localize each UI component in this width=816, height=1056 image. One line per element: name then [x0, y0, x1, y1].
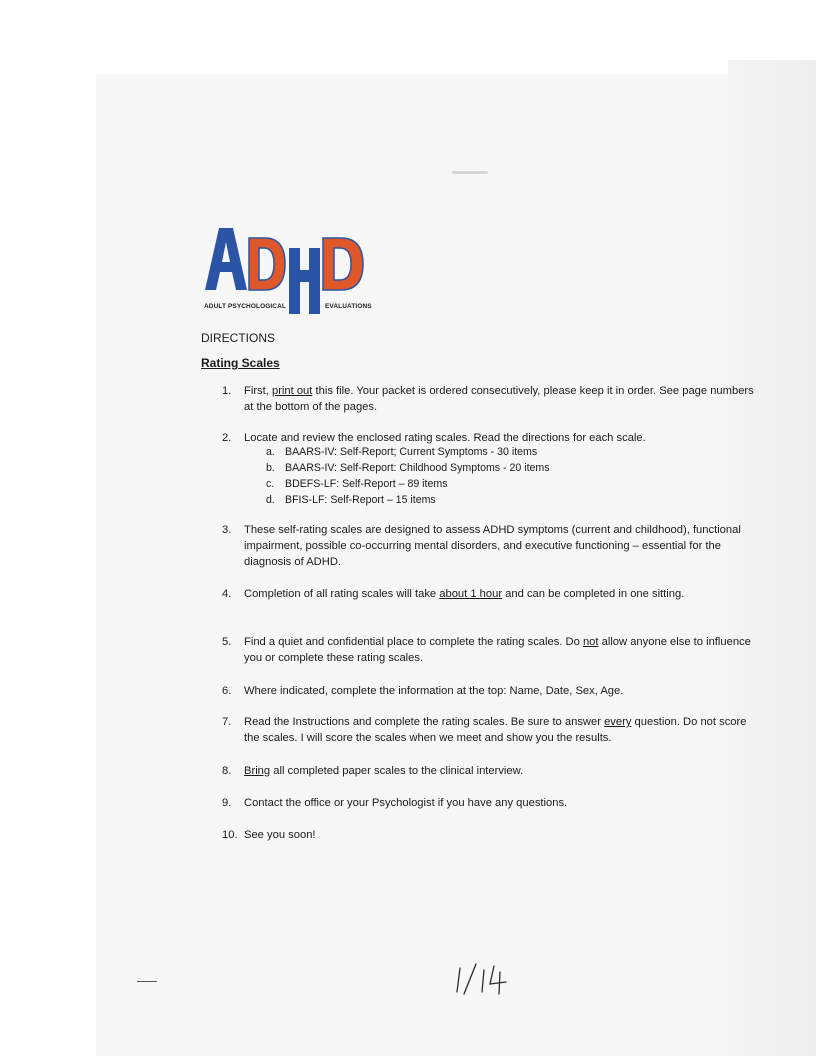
item-number: 10.	[222, 829, 238, 841]
list-item-5: 5. Find a quiet and confidential place to complete the rating scales. Do not allow anyone else to influence you or complete these rating scales.	[222, 636, 751, 664]
directions-heading: DIRECTIONS	[201, 331, 276, 345]
list-item-4: 4. Completion of all rating scales will take about 1 hour and can be completed in one sitting.	[222, 588, 685, 600]
list-item-3: 3. These self-rating scales are designed to assess ADHD symptoms (current and childhood), functional impairment, possible co-occurring mental disorders, and executive functioning – essential for the diagnosis of ADHD.	[222, 524, 741, 568]
rating-scales-heading: Rating Scales	[201, 356, 280, 370]
about-1-hour-emphasis: about 1 hour	[439, 588, 503, 600]
list-item-8: 8. Bring all completed paper scales to the clinical interview.	[222, 765, 524, 777]
sub-item-a: a. BAARS-IV: Self-Report; Current Symptoms - 30 items	[266, 446, 538, 458]
list-item-9: 9. Contact the office or your Psychologist if you have any questions.	[222, 797, 568, 809]
sub-item-b: b. BAARS-IV: Self-Report: Childhood Symptoms - 20 items	[266, 462, 550, 474]
margin-dash	[137, 981, 157, 982]
item-number: 5.	[222, 636, 232, 648]
logo-letter-a	[205, 228, 247, 290]
logo-letter-d	[249, 238, 285, 290]
list-item-7: 7. Read the Instructions and complete the rating scales. Be sure to answer every question. Do not score the scales. I will score the scales when we meet and show you the results.	[222, 716, 747, 744]
adhd-logo	[203, 224, 383, 314]
item-number: 2.	[222, 432, 232, 444]
item-number: 4.	[222, 588, 232, 600]
bring-emphasis: Bring	[244, 765, 271, 777]
item-number: 3.	[222, 524, 232, 536]
svg-text:1/14: 1/14	[454, 958, 456, 959]
scan-smudge	[452, 171, 488, 174]
logo-caption-left: ADULT PSYCHOLOGICAL	[204, 303, 286, 310]
item-number: 1.	[222, 385, 232, 397]
logo-letter-d2	[323, 238, 363, 290]
every-emphasis: every	[604, 716, 632, 728]
list-item-2: 2. Locate and review the enclosed rating scales. Read the directions for each scale.	[222, 432, 646, 444]
sub-item-c: c. BDEFS-LF: Self-Report – 89 items	[266, 478, 448, 490]
handwritten-page-number	[454, 958, 534, 998]
sub-item-d: d. BFIS-LF: Self-Report – 15 items	[266, 494, 436, 506]
item-number: 6.	[222, 685, 232, 697]
logo-caption-right: EVALUATIONS	[325, 303, 372, 310]
item-number: 8.	[222, 765, 232, 777]
logo-letter-h	[289, 248, 320, 314]
list-item-10: 10. See you soon!	[222, 829, 316, 841]
list-item-1: 1. First, print out this file. Your packet is ordered consecutively, please keep it in order. See page numbers at the bottom of the pages.	[222, 385, 754, 413]
item-number: 7.	[222, 716, 232, 728]
print-out-emphasis: print out	[271, 385, 313, 397]
not-emphasis: not	[582, 636, 599, 648]
item-number: 9.	[222, 797, 232, 809]
list-item-6: 6. Where indicated, complete the information at the top: Name, Date, Sex, Age.	[222, 685, 624, 697]
